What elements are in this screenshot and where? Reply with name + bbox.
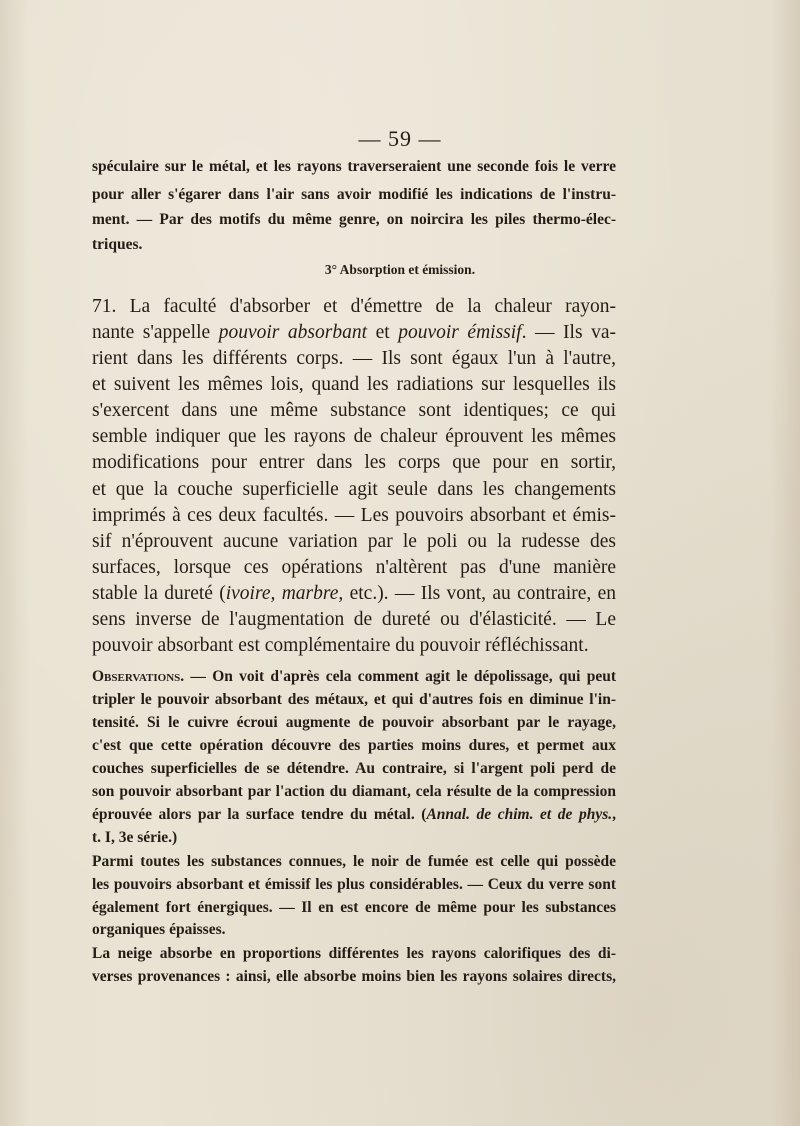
text-run: éprouvée alors par la surface tendre du métal. (	[92, 806, 427, 823]
text-line: semble indiquer que les rayons de chaleur éprouvent les mêmes	[92, 426, 616, 447]
text-line: t. I, 3e série.)	[92, 829, 178, 846]
text-line: verses provenances : ainsi, elle absorbe moins bien les rayons solaires directs,	[92, 968, 616, 985]
section-heading: 3° Absorption et émission.	[324, 262, 476, 277]
italic-term: pouvoir absorbant	[218, 322, 368, 343]
text-line: c'est que cette opération découvre des parties moins dures, et permet aux	[92, 737, 616, 754]
text-line: et suivent les mêmes lois, quand les radiations sur lesquelles ils	[92, 374, 616, 395]
observations-label: Observations.	[92, 668, 185, 685]
text-run: et	[367, 322, 399, 343]
text-line: ment. — Par des motifs du même genre, on noircira les piles thermo-élec-	[92, 211, 616, 228]
text-line: 71. La faculté d'absorber et d'émettre de la chaleur rayon-	[92, 296, 616, 317]
text-line	[92, 322, 616, 344]
citation: Annal. de chim. et de phys.	[426, 806, 613, 823]
text-line: pour aller s'égarer dans l'air sans avoir modifié les indications de l'instru-	[92, 186, 616, 203]
text-line: les pouvoirs absorbant et émissif les plus considérables. — Ceux du verre sont	[92, 876, 616, 893]
italic-term: ivoire, marbre,	[225, 583, 344, 604]
text-run: stable la dureté (	[92, 583, 226, 604]
text-line: triques.	[92, 236, 143, 253]
text-line: organiques épaisses.	[92, 921, 226, 938]
text-line: pouvoir absorbant est complémentaire du pouvoir réfléchissant.	[92, 635, 589, 656]
text-run: etc.). — Ils vont, au contraire, en	[343, 583, 616, 604]
text-line	[92, 583, 616, 605]
italic-term: pouvoir émissif	[398, 322, 522, 343]
text-line: sif n'éprouvent aucune variation par le poli ou la rudesse des	[92, 531, 616, 552]
text-line: s'exercent dans une même substance sont identiques; ce qui	[92, 400, 616, 421]
text-run: — On voit d'après cela comment agit le dépolissage, qui peut	[184, 668, 616, 685]
text-line: tensité. Si le cuivre écroui augmente de pouvoir absorbant par le rayage,	[92, 714, 616, 731]
text-line: spéculaire sur le métal, et les rayons traverseraient une seconde fois le verre	[92, 158, 616, 175]
text-line: son pouvoir absorbant par l'action du diamant, cela résulte de la compression	[92, 783, 616, 800]
text-line: imprimés à ces deux facultés. — Les pouvoirs absorbant et émis-	[92, 505, 616, 526]
text-line: tripler le pouvoir absorbant des métaux, et qui d'autres fois en diminue l'in-	[92, 691, 616, 708]
text-run: . — Ils va-	[521, 322, 616, 343]
text-line: sens inverse de l'augmentation de dureté ou d'élasticité. — Le	[92, 609, 616, 630]
text-line: modifications pour entrer dans les corps que pour en sortir,	[92, 452, 616, 473]
text-run: nante s'appelle	[92, 322, 219, 343]
text-line: La neige absorbe en proportions différentes les rayons calorifiques des di-	[92, 945, 616, 962]
text-line: rient dans les différents corps. — Ils sont égaux l'un à l'autre,	[92, 348, 616, 369]
page-number: — 59 —	[358, 126, 442, 151]
text-line	[92, 668, 616, 686]
text-line: surfaces, lorsque ces opérations n'altèrent pas d'une manière	[92, 557, 616, 578]
text-line: et que la couche superficielle agit seule dans les changements	[92, 479, 616, 500]
text-line: également fort énergiques. — Il en est encore de même pour les substances	[92, 899, 616, 916]
text-line: Parmi toutes les substances connues, le noir de fumée est celle qui possède	[92, 853, 616, 870]
text-line: couches superficielles de se détendre. Au contraire, si l'argent poli perd de	[92, 760, 616, 777]
text-run: ,	[612, 806, 616, 823]
text-line	[92, 806, 616, 824]
